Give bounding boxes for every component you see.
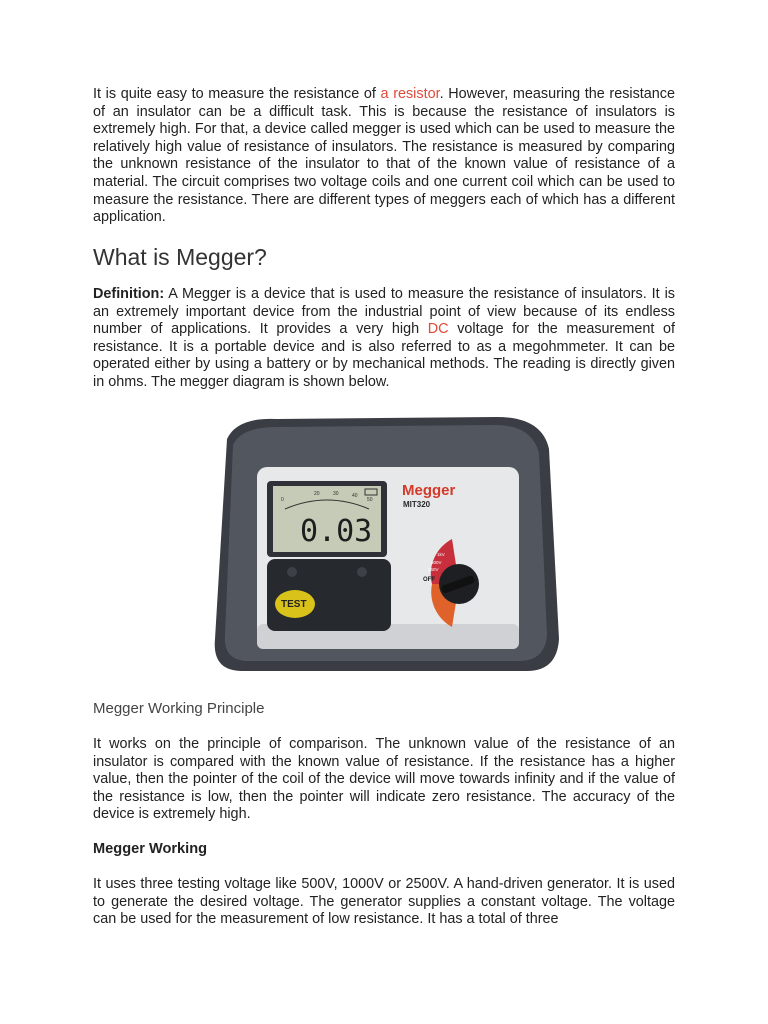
- model-label: MIT320: [403, 500, 431, 509]
- dc-link[interactable]: DC: [427, 321, 449, 338]
- dial-label: 500V: [431, 560, 442, 565]
- megger-device-image: [197, 409, 570, 684]
- scale-tick: 20: [314, 491, 320, 497]
- dial-label: 250V: [428, 567, 439, 572]
- scale-tick: 50: [367, 497, 373, 503]
- test-button-label: TEST: [281, 599, 307, 610]
- intro-text-start: It is quite easy to measure the resistance of: [93, 86, 381, 102]
- intro-paragraph: [93, 86, 675, 227]
- definition-label: Definition:: [93, 286, 165, 302]
- intro-text-end: . However, measuring the resistance of an insulator can be a difficult task. This is because the resistance of insulators is extremely high. For that, a device called megger is used which can be used to measure the relatively high value of resistance of insulators. The resistance is measured by comparing the unknown resistance of the insulator to that of the known value of resistance of a material. The circuit comprises two voltage coils and one current coil which can be used to measure the resistance. There are different types of meggers each of which has a different application.: [93, 86, 676, 226]
- brand-logo: Megger: [402, 482, 456, 499]
- scale-tick: 30: [333, 491, 339, 497]
- working-principle-subheading: Megger Working Principle: [93, 700, 265, 717]
- lcd-reading: 0.03: [300, 514, 373, 549]
- scale-tick: 0: [281, 497, 284, 503]
- lock-icon: [287, 567, 297, 577]
- light-icon: [357, 567, 367, 577]
- resistor-link[interactable]: a resistor: [380, 86, 440, 102]
- principle-paragraph: It works on the principle of comparison. The unknown value of the resistance of an insulator is compared with the known value of resistance. If the resistance has a higher value, then the pointer of the coil of the device will move towards infinity and if the value of the resistance is low, then the pointer will indicate zero resistance. The accuracy of the device is extremely high.: [93, 736, 675, 823]
- definition-paragraph: [93, 286, 675, 392]
- definition-text-end: voltage for the measurement of resistance. It is a portable device and is also referred to as a megohmmeter. It can be operated either by using a battery or by mechanical methods. The reading is directly given in ohms. The megger diagram is shown below.: [93, 321, 675, 390]
- dial-label: 1kV: [437, 552, 445, 557]
- scale-tick: 40: [352, 493, 358, 499]
- megger-working-heading: Megger Working: [93, 841, 208, 857]
- section-heading: What is Megger?: [93, 244, 267, 270]
- definition-text-start: A Megger is a device that is used to measure the resistance of insulators. It is an extremely important device from the industrial point of view because of its endless number of applications. It provides a very high: [93, 286, 675, 338]
- off-label: OFF: [423, 577, 435, 583]
- working-paragraph: It uses three testing voltage like 500V, 1000V or 2500V. A hand-driven generator. It is used to generate the desired voltage. The generator supplies a constant voltage. The voltage can be used for the measurement of low resistance. It has a total of three: [93, 876, 675, 928]
